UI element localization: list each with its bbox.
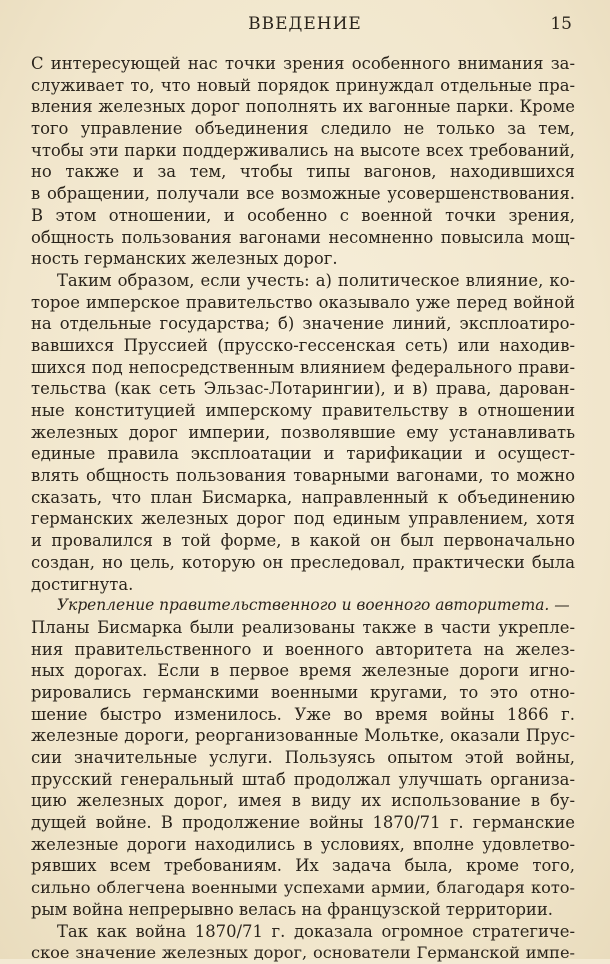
text-line: цию железных дорог, имея в виду их использование в бу- — [31, 791, 575, 811]
text-line: рым война непрерывно велась на французской территории. — [31, 899, 553, 919]
text-line: сказать, что план Бисмарка, направленный к объединению — [31, 487, 575, 507]
text-line: рявших всем требованиям. Их задача была, кроме того, — [31, 856, 575, 876]
text-line: вления железных дорог пополнять их вагонные парки. Кроме — [31, 97, 575, 117]
text-line: общность пользования вагонами несомненно повысила мощ- — [31, 227, 575, 247]
text-line: сильно облегчена военными успехами армии, благодаря кото- — [31, 878, 575, 898]
text-line: С интересующей нас точки зрения особенного внимания за- — [31, 54, 575, 73]
page-number: 15 — [550, 14, 572, 34]
text-line: В этом отношении, и особенно с военной точки зрения, — [31, 205, 575, 225]
text-line: создан, но цель, которую он преследовал, практически была — [31, 552, 575, 572]
text-line: торое имперское правительство оказывало уже перед войной — [31, 292, 575, 312]
text-line: шихся под непосредственным влиянием федерального прави- — [31, 357, 575, 377]
chapter-title: ВВЕДЕНИЕ — [248, 14, 362, 34]
text-line: железные дороги, реорганизованные Мольтке, оказали Прус- — [31, 726, 575, 746]
text-line: железных дорог империи, позволявшие ему устанавливать — [31, 422, 575, 442]
text-line: тельства (как сеть Эльзас-Лотарингии), и в) права, дарован- — [31, 379, 575, 399]
text-line: и провалился в той форме, в какой он был первоначально — [31, 531, 575, 551]
text-line: на отдельные государства; б) значение линий, эксплоатиро- — [31, 314, 575, 334]
text-line: железные дороги находились в условиях, вполне удовлетво- — [31, 834, 575, 854]
text-line: в обращении, получали все возможные усовершенствования. — [31, 184, 575, 204]
text-line: ные конституцией имперскому правительству в отношении — [31, 401, 575, 420]
body-text — [31, 53, 575, 964]
text-line: ния правительственного и военного авторитета на желез- — [31, 639, 575, 659]
text-line: влять общность пользования товарными вагонами, то можно — [31, 466, 575, 486]
running-header — [0, 14, 610, 40]
text-line: но также и за тем, чтобы типы вагонов, находившихся — [31, 162, 575, 182]
text-line: прусский генеральный штаб продолжал улучшать организа- — [31, 769, 575, 789]
text-line: германских железных дорог под единым управлением, хотя — [31, 509, 575, 529]
text-line: служивает то, что новый порядок принуждал отдельные пра- — [31, 75, 575, 95]
text-line: шение быстро изменилось. Уже во время войны 1866 г. — [31, 704, 575, 724]
text-line: ных дорогах. Если в первое время железные дороги игно- — [31, 661, 575, 681]
text-line: Таким образом, если учесть: а) политическое влияние, ко- — [57, 270, 575, 290]
text-line: сии значительные услуги. Пользуясь опытом этой войны, — [31, 748, 575, 767]
text-line: ность германских железных дорог. — [31, 249, 338, 269]
text-line: достигнута. — [31, 574, 134, 594]
text-line: вавшихся Пруссией (прусско-гессенская сеть) или находив- — [31, 335, 575, 355]
text-line: Так как война 1870/71 г. доказала огромное стратегиче- — [57, 921, 575, 941]
text-line: ское значение железных дорог, основатели Германской импе- — [31, 943, 575, 963]
text-line: Планы Бисмарка были реализованы также в части укрепле- — [31, 617, 575, 637]
text-line: дущей войне. В продолжение войны 1870/71 г. германские — [31, 813, 575, 833]
text-line: рировались германскими военными кругами, то это отно- — [31, 682, 575, 702]
text-line: того управление объединения следило не только за тем, — [31, 119, 575, 139]
section-heading: Укрепление правительственного и военного авторитета. — — [57, 596, 570, 615]
text-line: единые правила эксплоатации и тарификации и осущест- — [31, 444, 575, 464]
text-line: чтобы эти парки поддерживались на высоте всех требований, — [31, 140, 575, 160]
